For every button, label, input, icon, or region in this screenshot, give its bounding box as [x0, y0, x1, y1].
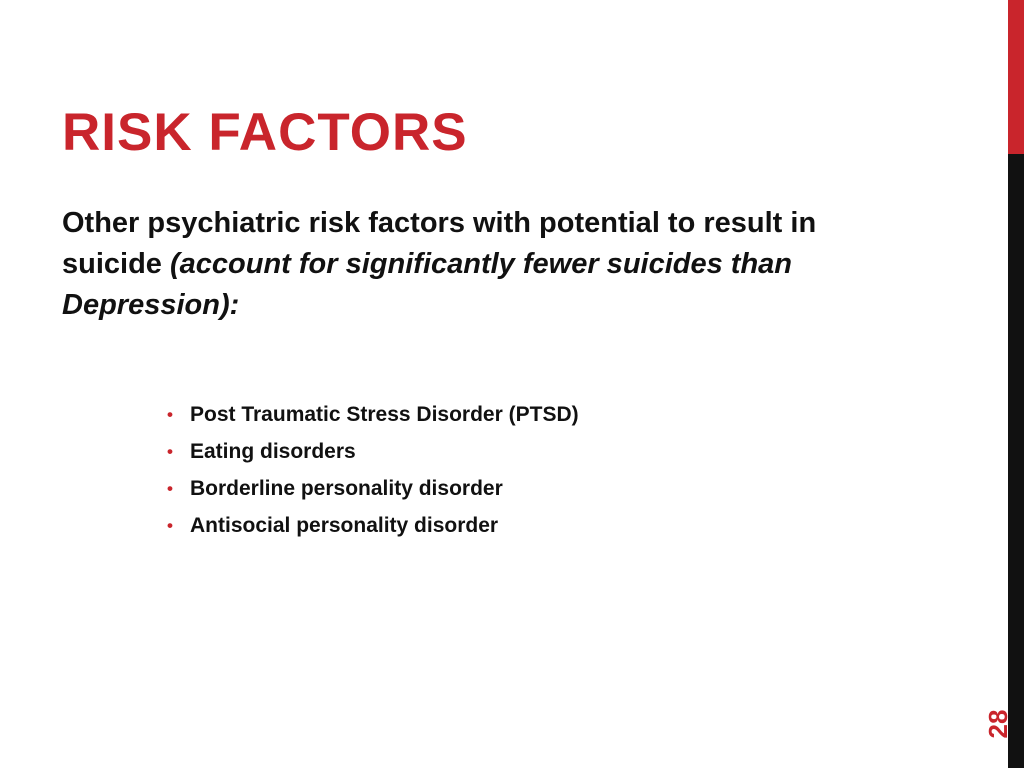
- bullet-icon: •: [167, 442, 173, 461]
- side-accent-bar-dark: [1008, 154, 1024, 768]
- slide-title: RISK FACTORS: [62, 103, 468, 162]
- bullet-icon: •: [167, 479, 173, 498]
- list-item: [167, 507, 579, 544]
- page-number: 28: [982, 709, 1013, 739]
- list-item-text: Eating disorders: [190, 440, 356, 463]
- list-item-text: Borderline personality disorder: [190, 477, 503, 500]
- list-item: [167, 396, 579, 433]
- side-accent-bar-red: [1008, 0, 1024, 154]
- intro-paragraph: [62, 203, 862, 326]
- list-item-text: Post Traumatic Stress Disorder (PTSD): [190, 403, 579, 426]
- intro-italic-text: (account for significantly fewer suicides than Depression):: [62, 248, 793, 321]
- bullet-icon: •: [167, 516, 173, 535]
- list-item: [167, 470, 579, 507]
- list-item-text: Antisocial personality disorder: [190, 514, 499, 537]
- list-item: [167, 433, 579, 470]
- bullet-icon: •: [167, 405, 173, 424]
- intro-text: Other psychiatric risk factors with potential to result in suicide: [62, 207, 817, 280]
- risk-factor-list: [167, 396, 579, 544]
